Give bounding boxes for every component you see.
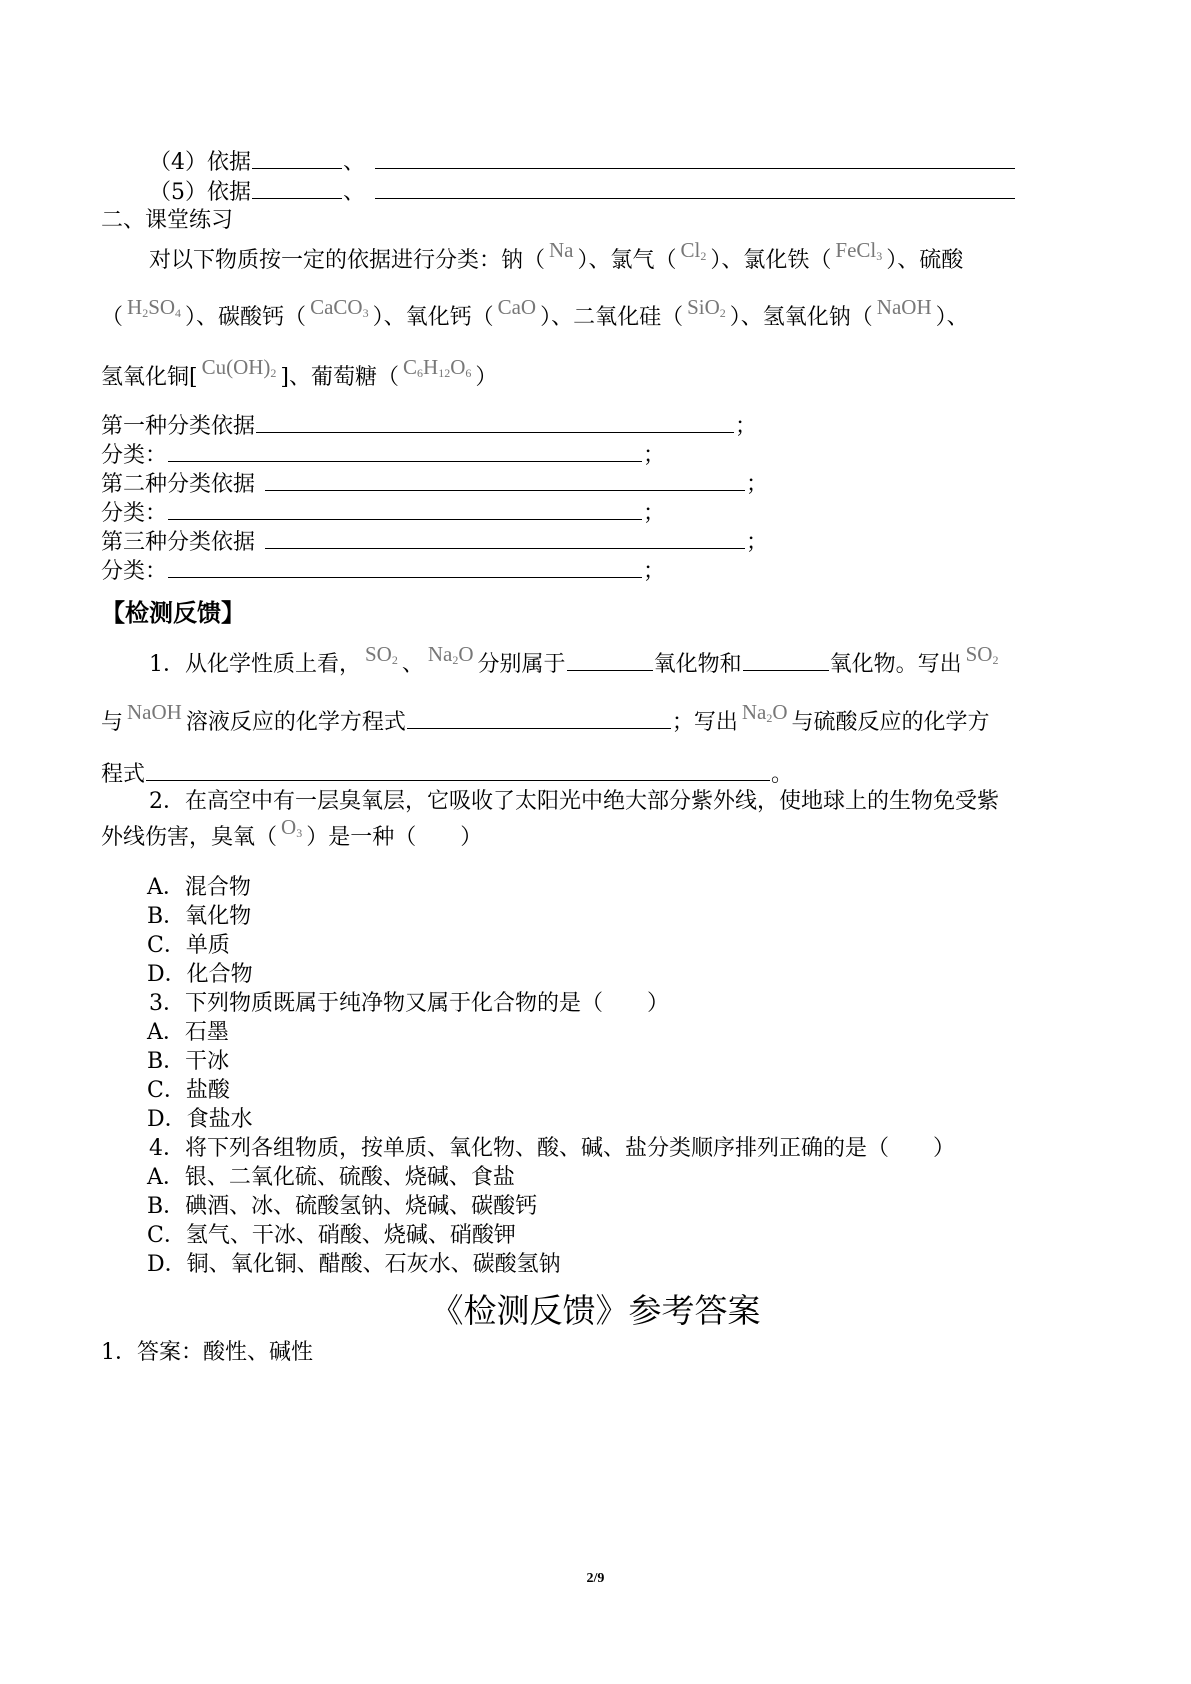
formula-glucose: $C_6H_{12}O_6$: [403, 355, 472, 380]
q3-option-a[interactable]: A．石墨: [147, 1020, 229, 1045]
formula-na2o: $Na_2O$: [741, 700, 788, 725]
answer-title: 《检测反馈》参考答案: [430, 1291, 761, 1330]
answer-1: 1．答案：酸性、碱性: [101, 1340, 313, 1365]
basis-row-3: 第三种分类依据 ；: [101, 526, 768, 558]
category-row-3: 分类： ；: [101, 555, 665, 587]
blank[interactable]: [375, 146, 1015, 169]
blank[interactable]: [567, 648, 653, 671]
blank[interactable]: [256, 410, 734, 433]
exercise-line-3: 氢氧化铜[ $Cu(OH)_2$ ]、葡萄糖（ $C_6H_{12}O_6$ ）: [101, 355, 498, 390]
classify-item-5: （5）依据 、: [149, 176, 1016, 208]
q4-option-c[interactable]: C．氢气、干冰、硝酸、烧碱、硝酸钾: [147, 1223, 516, 1248]
blank[interactable]: [407, 706, 671, 729]
classify-item-4: （4）依据 、: [149, 146, 1016, 178]
formula-so2: $SO_2$: [365, 642, 398, 667]
q4-option-b[interactable]: B．碘酒、冰、硫酸氢钠、烧碱、碳酸钙: [147, 1194, 538, 1219]
formula-naoh: NaOH: [876, 295, 932, 319]
q2-line-2: 外线伤害，臭氧（ $O_3$ ）是一种（ ）: [101, 815, 483, 850]
q2-line-1: 2．在高空中有一层臭氧层，它吸收了太阳光中绝大部分紫外线，使地球上的生物免受紫: [149, 789, 999, 814]
q1-line-1: 1．从化学性质上看， $SO_2$ 、 $Na_2O$ 分别属于 氧化物和 氧化物。写出 $SO_2$: [149, 648, 1002, 685]
q4-stem: 4．将下列各组物质，按单质、氧化物、酸、碱、盐分类顺序排列正确的是（ ）: [149, 1136, 955, 1161]
q3-option-c[interactable]: C．盐酸: [147, 1078, 230, 1103]
blank[interactable]: [168, 555, 642, 578]
q2-option-b[interactable]: B．氧化物: [147, 904, 252, 929]
q1-line-3: 程式 。: [101, 758, 793, 790]
blank[interactable]: [146, 758, 770, 781]
blank[interactable]: [265, 526, 745, 549]
q2-option-c[interactable]: C．单质: [147, 933, 230, 958]
formula-cl2: $Cl_2$: [680, 238, 707, 263]
blank[interactable]: [265, 468, 745, 491]
category-row-2: 分类： ；: [101, 497, 665, 529]
blank[interactable]: [375, 176, 1015, 199]
category-row-1: 分类： ；: [101, 439, 665, 471]
formula-cuoh2: $Cu(OH)_2$: [201, 355, 277, 380]
formula-na: Na: [549, 238, 574, 262]
formula-sio2: SiO$_2$: [687, 295, 726, 320]
blank[interactable]: [252, 146, 342, 169]
blank[interactable]: [168, 439, 642, 462]
blank[interactable]: [168, 497, 642, 520]
page-number: 2/9: [586, 1571, 605, 1586]
basis-row-1: 第一种分类依据 ；: [101, 410, 757, 442]
q3-option-d[interactable]: D．食盐水: [147, 1107, 253, 1132]
formula-h2so4: $H_2SO_4$: [127, 295, 182, 320]
formula-so2: $SO_2$: [965, 642, 999, 667]
q1-line-2: 与 NaOH 溶液反应的化学方程式 ；写出 $Na_2O$ 与硫酸反应的化学方: [101, 700, 990, 735]
basis-row-2: 第二种分类依据 ；: [101, 468, 768, 500]
q3-option-b[interactable]: B．干冰: [147, 1049, 230, 1074]
feedback-heading: 【检测反馈】: [101, 599, 245, 627]
q4-option-d[interactable]: D．铜、氧化铜、醋酸、石灰水、碳酸氢钠: [147, 1252, 561, 1277]
q2-option-d[interactable]: D．化合物: [147, 962, 253, 987]
blank[interactable]: [743, 648, 829, 671]
section2-title: 二、课堂练习: [101, 208, 234, 233]
formula-o3: $O_3$: [281, 815, 303, 840]
formula-caco3: CaCO$_3$: [310, 295, 369, 320]
formula-cao: CaO: [497, 295, 537, 319]
q4-option-a[interactable]: A．银、二氧化硫、硫酸、烧碱、食盐: [147, 1165, 515, 1190]
formula-naoh: NaOH: [127, 700, 182, 724]
exercise-line-1: 对以下物质按一定的依据进行分类：钠（ Na ）、氯气（ $Cl_2$ ）、氯化铁（ FeCl$_3$ ）、硫酸: [149, 238, 964, 273]
q2-option-a[interactable]: A．混合物: [147, 875, 251, 900]
formula-fecl3: FeCl$_3$: [835, 238, 883, 263]
formula-na2o: $Na_2O$: [427, 642, 474, 667]
q3-stem: 3．下列物质既属于纯净物又属于化合物的是（ ）: [149, 991, 669, 1016]
exercise-line-2: （ $H_2SO_4$ ）、碳酸钙（ CaCO$_3$ ）、氧化钙（ CaO ）、二氧化硅（ SiO$_2$ ）、氢氧化钠（ NaOH ）、: [101, 295, 969, 330]
blank[interactable]: [252, 176, 342, 199]
